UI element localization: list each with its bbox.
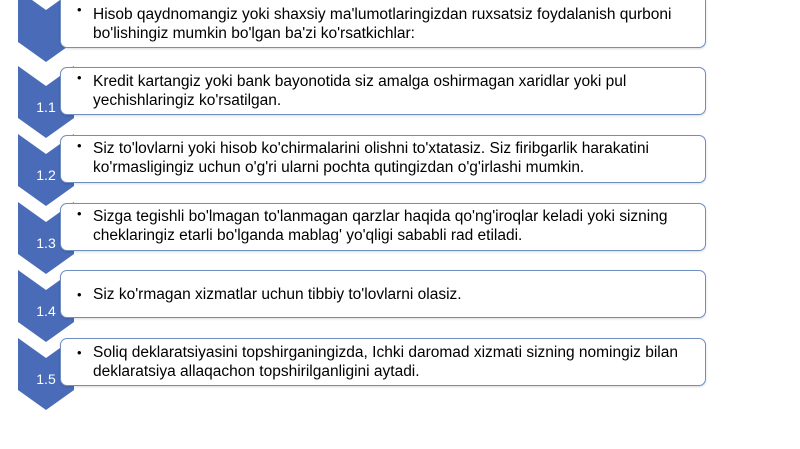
step-5-box [60,338,706,386]
step-4-number: 1.4 [36,303,56,319]
step-4-text: Siz ko'rmagan xizmatlar uchun tibbiy to'lovlarni olasiz. [93,286,462,303]
step-0-box [60,0,706,48]
step-3-box [60,203,706,251]
step-2-text: Siz to'lovlarni yoki hisob ko'chirmalarini olishni to'xtatasiz. Siz firibgarlik harakatini ko'rmasligingiz uchun o'g'ri ularni pochta qutingizdan o'g'irlashi mumkin. [93,140,649,176]
bullet-icon: • [77,345,82,360]
bullet-icon: • [77,70,82,85]
step-3-number: 1.3 [36,235,56,251]
step-0-text-item [61,0,705,43]
step-1-text-item [61,68,705,110]
step-5-number: 1.5 [36,371,56,387]
step-5-text-item [61,339,705,381]
step-1-number: 1.1 [36,99,56,115]
bullet-icon: • [77,2,82,17]
step-4-text-item [61,271,705,304]
step-3-text: Sizga tegishli bo'lmagan to'lanmagan qarzlar haqida qo'ng'iroqlar keladi yoki sizning cheklaringiz etarli bo'lganda mablag' yo'qligi sababli rad etiladi. [93,208,668,244]
step-2-number: 1.2 [36,167,56,183]
step-2-box [60,135,706,183]
bullet-icon: • [77,287,82,302]
step-1-text: Kredit kartangiz yoki bank bayonotida siz amalga oshirmagan xaridlar yoki pul yechishlaringiz ko'rsatilgan. [93,73,627,109]
bullet-icon: • [77,138,82,153]
bullet-icon: • [77,206,82,221]
step-0-text: Hisob qaydnomangiz yoki shaxsiy ma'lumotlaringizdan ruxsatsiz foydalanish qurboni bo'lishingiz mumkin bo'lgan ba'zi ko'rsatkichlar: [93,6,672,42]
step-5-text: Soliq deklaratsiyasini topshirganingizda, Ichki daromad xizmati sizning nomingiz bilan deklaratsiya allaqachon topshirilganligini aytadi. [93,344,678,380]
step-1-box [60,67,706,115]
step-3-text-item [61,204,705,245]
step-4-box [60,270,706,318]
step-2-text-item [61,136,705,177]
